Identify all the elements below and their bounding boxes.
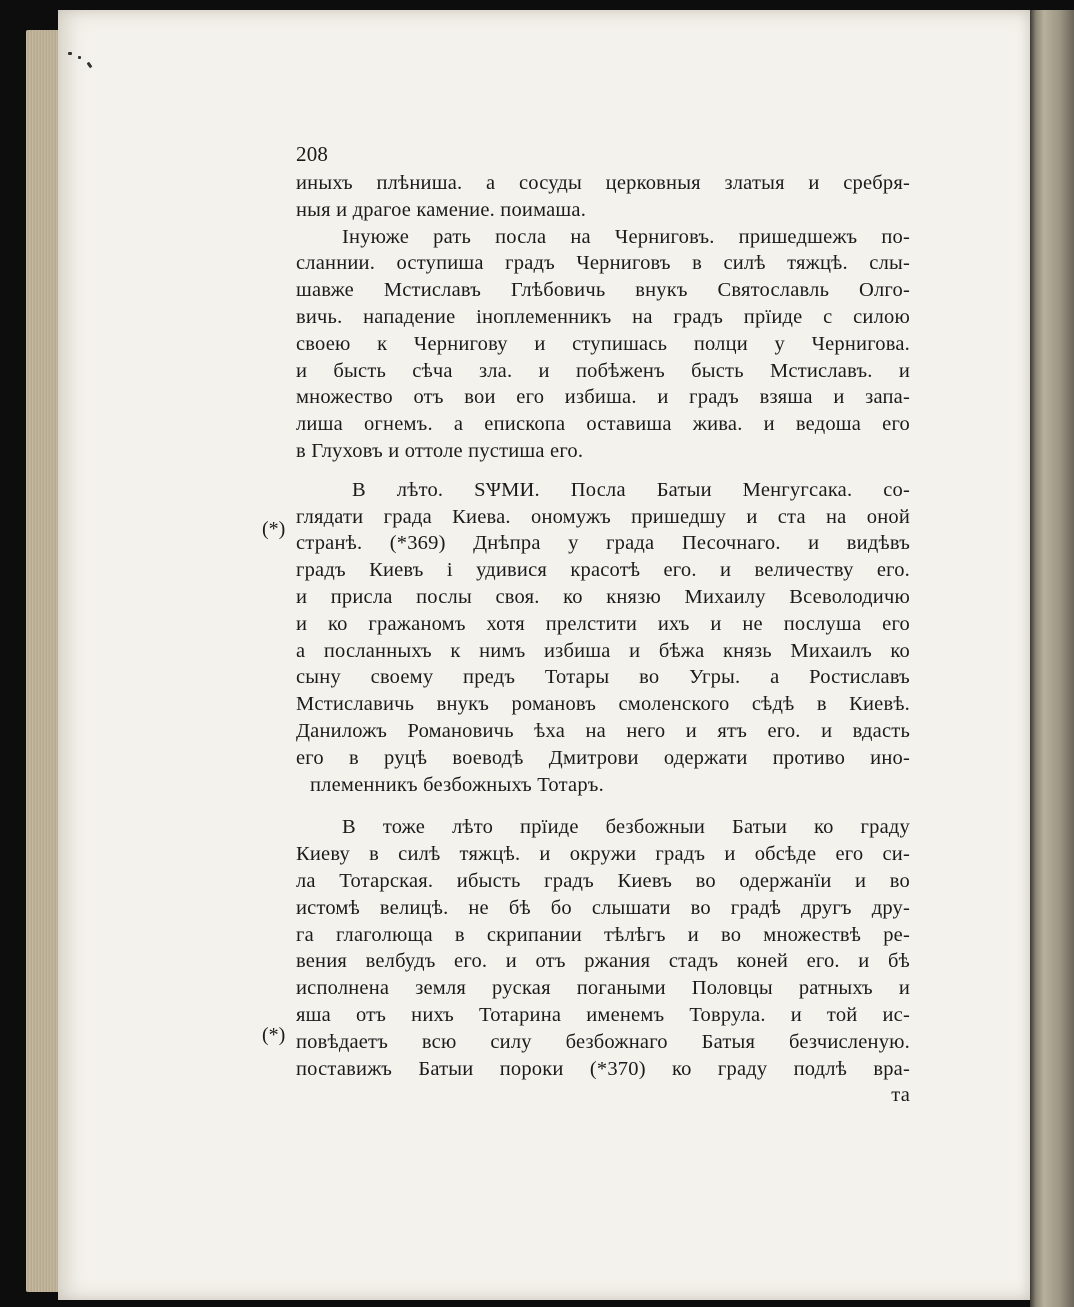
text-line: В лѣто. ЅѰМИ. Посла Батыи Менгугсака. со-: [352, 478, 910, 501]
text-line: шавже Мстиславъ Глѣбовичь внукъ Святославль Олго-: [296, 279, 910, 302]
text-line: и присла послы своя. ко князю Михаилу Всеволодичю: [296, 585, 910, 608]
text-line: Даниложъ Романовичь ѣха на него и ятъ его. и вдасть: [296, 719, 910, 742]
text-line: Мстиславичь внукъ романовъ смоленского сѣдѣ в Киевѣ.: [296, 693, 910, 716]
page-text: [296, 142, 910, 1109]
paragraph: [296, 170, 910, 224]
text-line: повѣдаетъ всю силу безбожнаго Батыя безчисленую.: [296, 1030, 910, 1053]
text-line: лиша огнемъ. а епископа оставиша жива. и ведоша его: [296, 413, 910, 436]
dust-specks: [68, 48, 108, 78]
text-line: глядати града Киева. ономужъ пришедшу и ста на оной: [296, 505, 910, 528]
text-line: истомѣ велицѣ. не бѣ бо слышати во градѣ другъ дру-: [296, 896, 910, 919]
text-line: Киеву в силѣ тяжцѣ. и окружи градъ и обсѣде его си-: [296, 843, 910, 866]
text-line: а посланныхъ к нимъ избиша и бѣжа князь Михаилъ ко: [296, 639, 910, 662]
text-line: иныхъ плѣниша. а сосуды церковныя златыя и сребря-: [296, 172, 910, 194]
text-line: в Глуховъ и оттоле пустиша его.: [296, 439, 584, 462]
text-line: своею к Чернигову и ступишась полци у Чернигова.: [296, 332, 910, 355]
text-line: ла Тотарская. ибысть градъ Киевъ во одержанїи и во: [296, 869, 910, 892]
text-line: множество отъ вои его избиша. и градъ взяша и запа-: [296, 386, 910, 409]
footnote-marker: (*): [262, 518, 286, 540]
text-line: яша отъ нихъ Тотарина именемъ Товрула. и той ис-: [296, 1003, 910, 1026]
page-number: 208: [296, 142, 329, 166]
paragraph: [296, 224, 910, 465]
text-line: Інуюже рать посла на Черниговъ. пришедшежъ по-: [342, 225, 910, 248]
text-line: га глаголюща в скрипании тѣлѣгъ и во множествѣ ре-: [296, 923, 910, 946]
text-line: странѣ. (*369) Днѣпра у града Песочнаго. и видѣвъ: [296, 532, 910, 555]
text-line: исполнена земля руская погаными Половцы ратныхъ и: [296, 977, 910, 1000]
catchword: та: [891, 1084, 910, 1107]
text-line: градъ Киевъ і удивися красотѣ его. и величеству его.: [296, 559, 910, 582]
text-line: его в руцѣ воеводѣ Дмитрови одержати противо ино-: [296, 746, 910, 769]
footnote-marker: (*): [262, 1024, 286, 1046]
text-line: и ко гражаномъ хотя прелстити ихъ и не послуша его: [296, 612, 910, 635]
facing-page-edge: [1030, 10, 1074, 1307]
text-line: вения велбудъ его. и отъ ржания стадъ коней его. и бѣ: [296, 950, 910, 973]
text-line: племенникъ безбожныхъ Тотаръ.: [310, 773, 604, 796]
text-line: вичь. нападение іноплеменникъ на градъ прїиде с силою: [296, 305, 910, 328]
text-line: ныя и драгое камение. поимаша.: [296, 198, 587, 221]
text-line: поставижъ Батыи пороки (*370) ко граду подлѣ вра-: [296, 1057, 910, 1080]
text-line: сыну своему предъ Тотары во Угры. а Ростиславъ: [296, 666, 910, 689]
text-line: сланнии. оступиша градъ Черниговъ в силѣ тяжцѣ. слы-: [296, 252, 910, 275]
paragraph: [296, 814, 910, 1109]
paragraph: [296, 477, 910, 799]
text-line: В тоже лѣто прїиде безбожныи Батыи ко граду: [342, 816, 910, 839]
text-line: и бысть сѣча зла. и побѣженъ бысть Мстиславъ. и: [296, 359, 910, 382]
